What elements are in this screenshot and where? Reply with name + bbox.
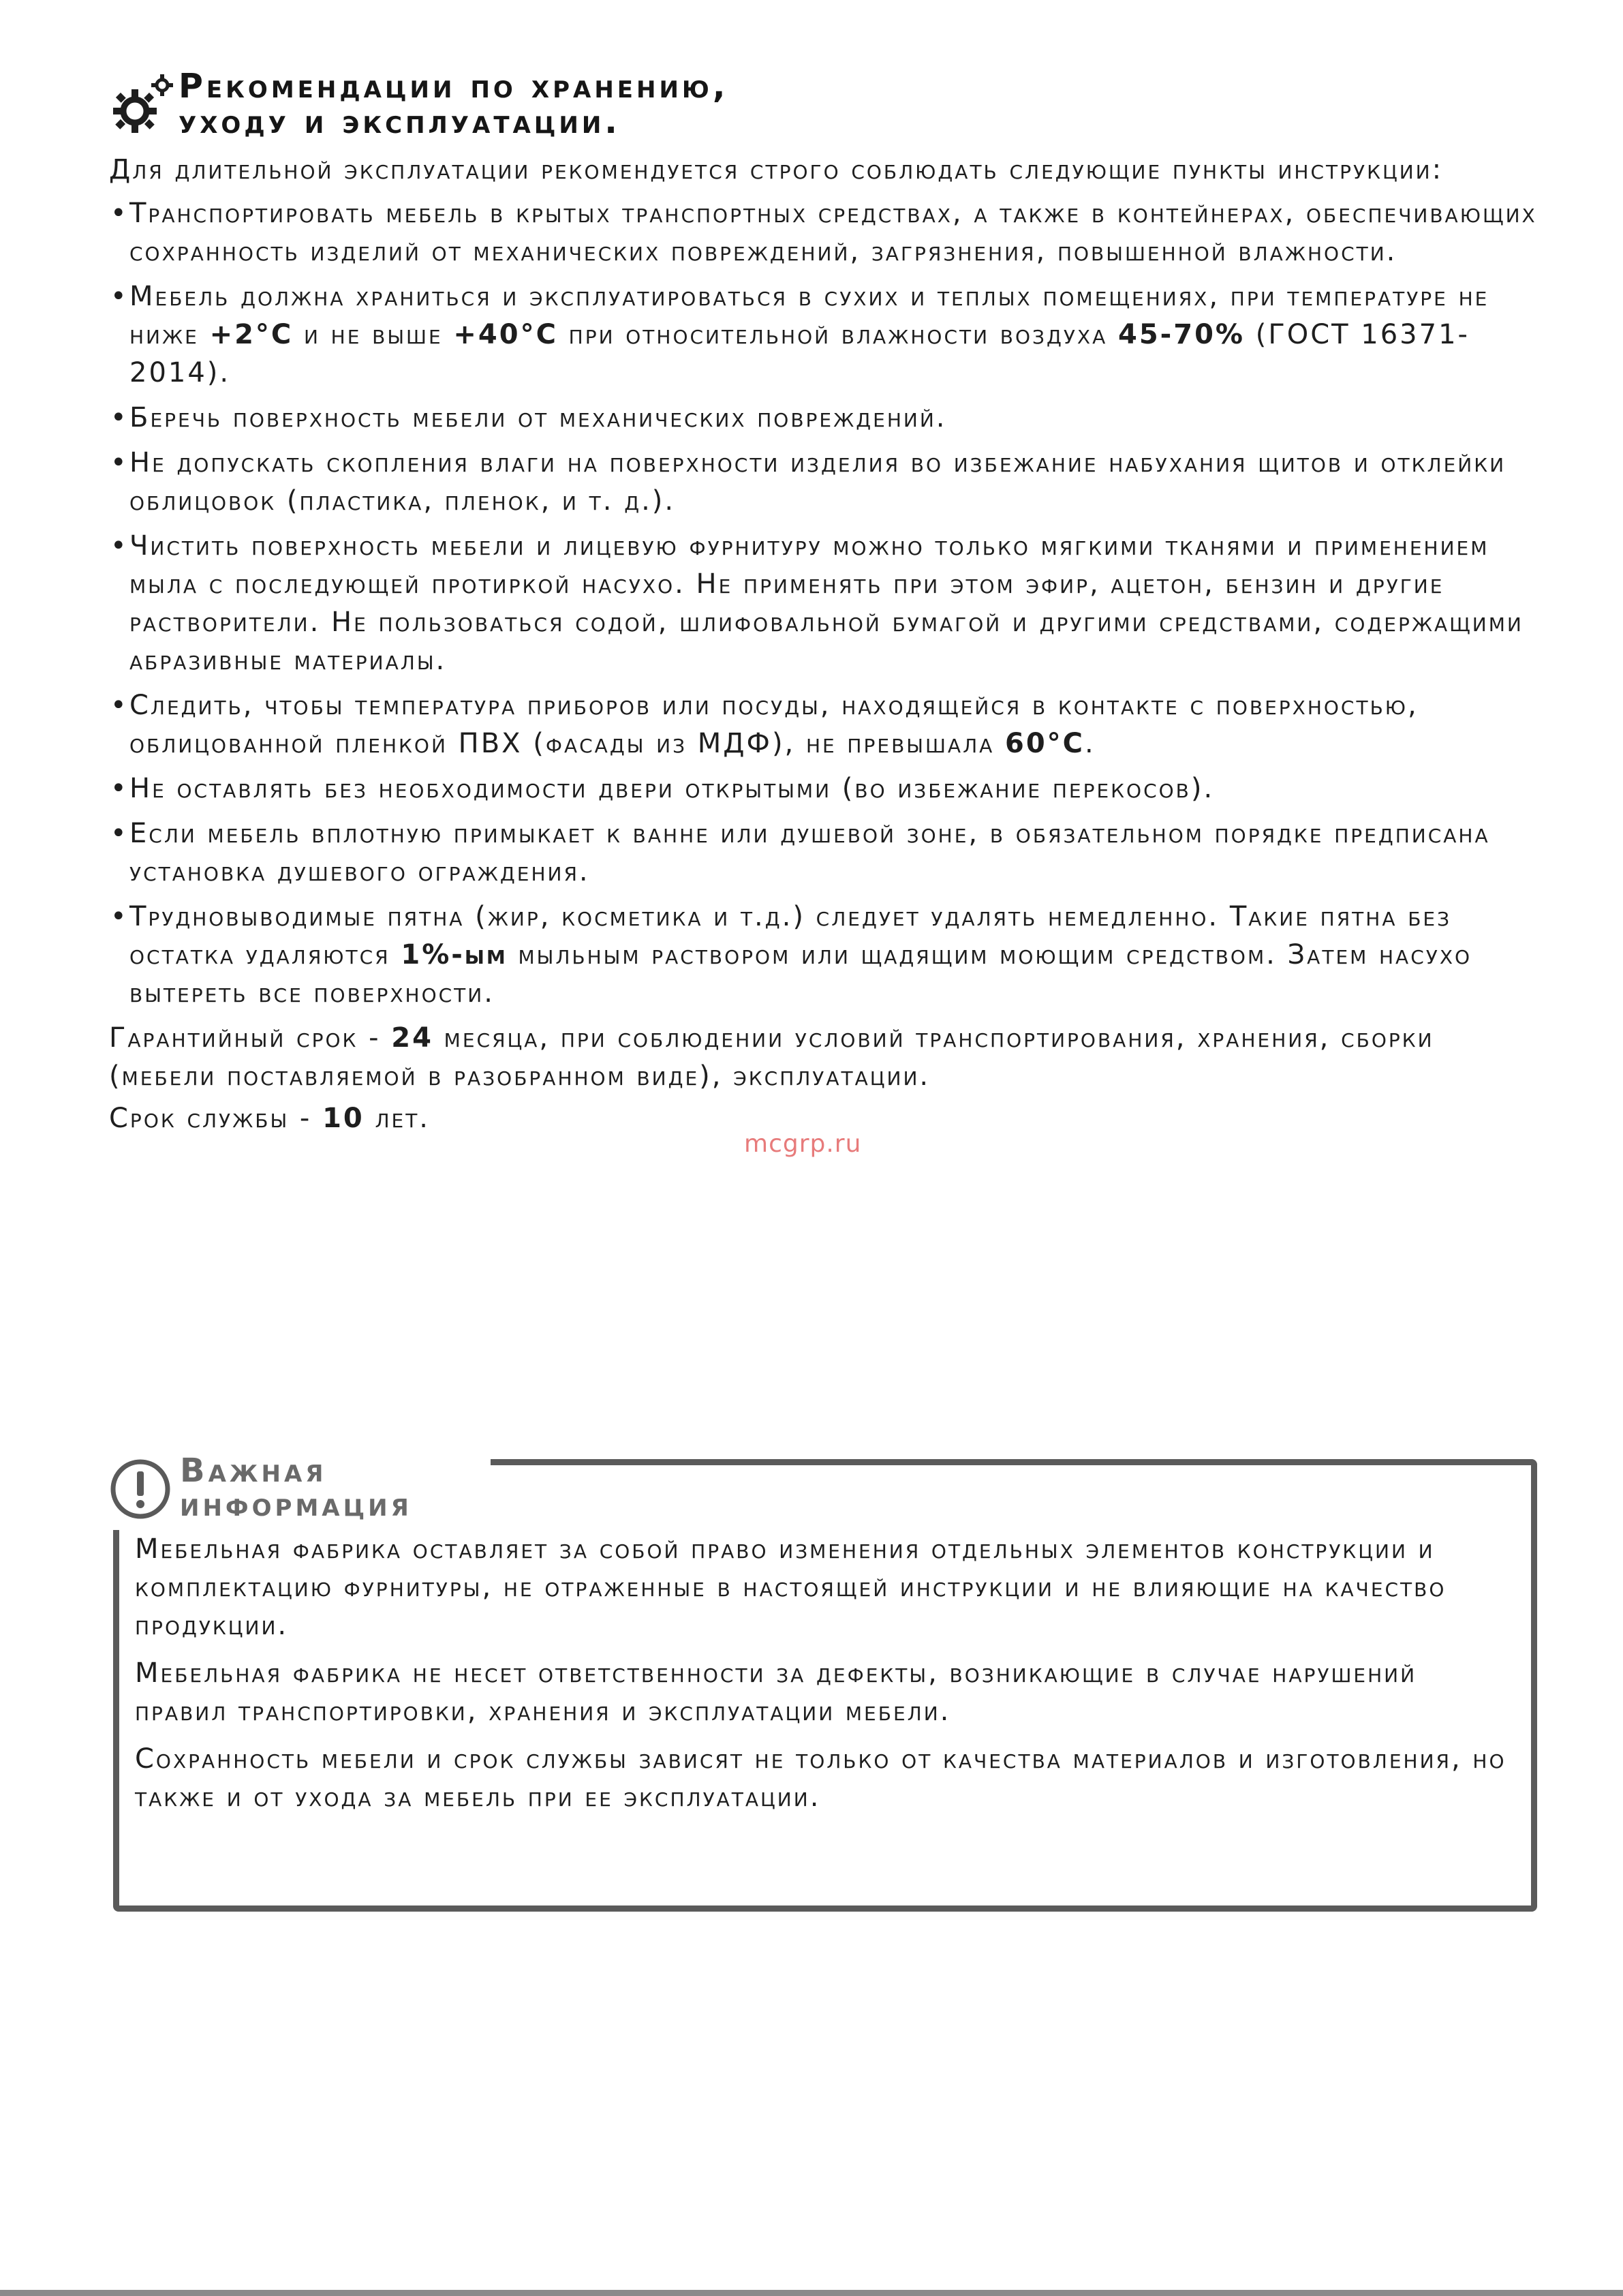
max-temperature: +40°C [453, 319, 558, 350]
info-title-line2: информация [180, 1486, 412, 1524]
page-bottom-rule [0, 2290, 1623, 2296]
info-body [135, 1530, 1518, 1826]
info-header [109, 1452, 491, 1530]
exclamation-circle-icon [109, 1458, 172, 1520]
important-info-panel [109, 1452, 1543, 1918]
bullet: • [110, 402, 129, 433]
section-title [179, 69, 728, 140]
warranty-months: 24 [391, 1022, 433, 1054]
list-item-text: Чистить поверхность мебели и лицевую фурнитуру можно только мягкими тканями и применением мыла с последующей протиркой насухо. Не применять при этом эфир, ацетон, бензин и другие растворители. Не пользоваться содой, шлифовальной бумагой и другими средствами, содержащими абразивные материалы. [129, 530, 1524, 676]
care-instructions-page [109, 65, 1547, 1137]
min-temperature: +2°C [209, 319, 294, 350]
bullet: • [110, 901, 129, 932]
soap-concentration: 1%-ым [401, 939, 508, 970]
list-item-text: при относительной влажности воздуха [557, 319, 1118, 350]
info-paragraph: Мебельная фабрика оставляет за собой право изменения отдельных элементов конструкции и комплектацию фурнитуры, не отраженные в настоящей инструкции и не влияющие на качество продукции. [135, 1533, 1447, 1641]
list-item [109, 194, 1547, 271]
list-item-text: Не оставлять без необходимости двери открытыми (во избежание перекосов). [129, 773, 1215, 804]
list-item-text: Беречь поверхность мебели от механических повреждений. [129, 402, 947, 433]
list-item [109, 898, 1547, 1012]
bullet: • [110, 818, 129, 849]
humidity-range: 45-70% [1117, 319, 1245, 350]
info-title [180, 1454, 412, 1522]
section-title-line2: уходу и эксплуатации. [179, 102, 621, 141]
info-paragraph: Сохранность мебели и срок службы зависят не только от качества материалов и изготовления, но также и от ухода за мебель при ее эксплуатации. [135, 1743, 1506, 1813]
list-item-text: и не выше [293, 319, 454, 350]
info-title-line1: Важная [180, 1452, 327, 1490]
service-life-unit: лет. [364, 1103, 431, 1134]
list-item-text: Если мебель вплотную примыкает к ванне или душевой зоне, в обязательном порядке предписана установка душевого ограждения. [129, 818, 1490, 887]
watermark: mcgrp.ru [744, 1130, 862, 1158]
warranty-section [109, 1019, 1547, 1137]
service-life-years: 10 [322, 1103, 365, 1134]
bullet: • [110, 447, 129, 478]
list-item [109, 769, 1547, 808]
section-title-line1: Рекомендации по хранению, [179, 67, 729, 106]
service-life-label: Срок службы - [109, 1103, 323, 1134]
list-item-text: . [1085, 728, 1096, 759]
list-item-text: Транспортировать мебель в крытых транспортных средствах, а также в контейнерах, обеспечивающих сохранность изделий от механических повреждений, загрязнения, повышенной влажности. [129, 198, 1537, 267]
list-item-text: Трудновыводимые пятна (жир, косметика и т.д.) следует удалять немедленно. Такие пятна без остатка удаляются [129, 901, 1452, 970]
warranty-text [109, 1019, 1547, 1095]
care-rules-list [109, 194, 1547, 1012]
section-heading [109, 65, 1547, 147]
list-item [109, 399, 1547, 437]
list-item-text: Мебель должна храниться и эксплуатироваться в сухих и теплых помещениях, при температуре не ниже [129, 281, 1489, 350]
list-item-text: Не допускать скопления влаги на поверхности изделия во избежание набухания щитов и отклейки облицовок (пластика, пленок, и т. д.). [129, 447, 1506, 517]
list-item [109, 814, 1547, 891]
bullet: • [110, 690, 129, 721]
bullet: • [110, 773, 129, 804]
list-item [109, 686, 1547, 763]
list-item-text: (ГОСТ 16371-2014). [129, 319, 1470, 388]
intro-text: Для длительной эксплуатации рекомендуется строго соблюдать следующие пункты инструкции: [109, 154, 1444, 185]
warranty-label: Гарантийный срок - [109, 1022, 392, 1054]
list-item-text: мыльным раствором или щадящим моющим средством. Затем насухо вытереть все поверхности. [129, 939, 1472, 1009]
list-item-text: Следить, чтобы температура приборов или посуды, находящейся в контакте с поверхностью, облицованной пленкой ПВХ (фасады из МДФ), не превышала [129, 690, 1419, 759]
list-item [109, 527, 1547, 679]
list-item [109, 444, 1547, 520]
info-paragraph: Мебельная фабрика не несет ответственности за дефекты, возникающие в случае нарушений правил транспортировки, хранения и эксплуатации мебели. [135, 1657, 1417, 1727]
list-item [109, 277, 1547, 392]
bullet: • [110, 198, 129, 229]
bullet: • [110, 281, 129, 312]
gears-icon [109, 72, 177, 140]
bullet: • [110, 530, 129, 562]
warranty-conditions: месяца, при соблюдении условий транспортирования, хранения, сборки (мебели поставляемой в разобранном виде), эксплуатации. [109, 1022, 1434, 1092]
max-surface-temperature: 60°C [1005, 728, 1085, 759]
